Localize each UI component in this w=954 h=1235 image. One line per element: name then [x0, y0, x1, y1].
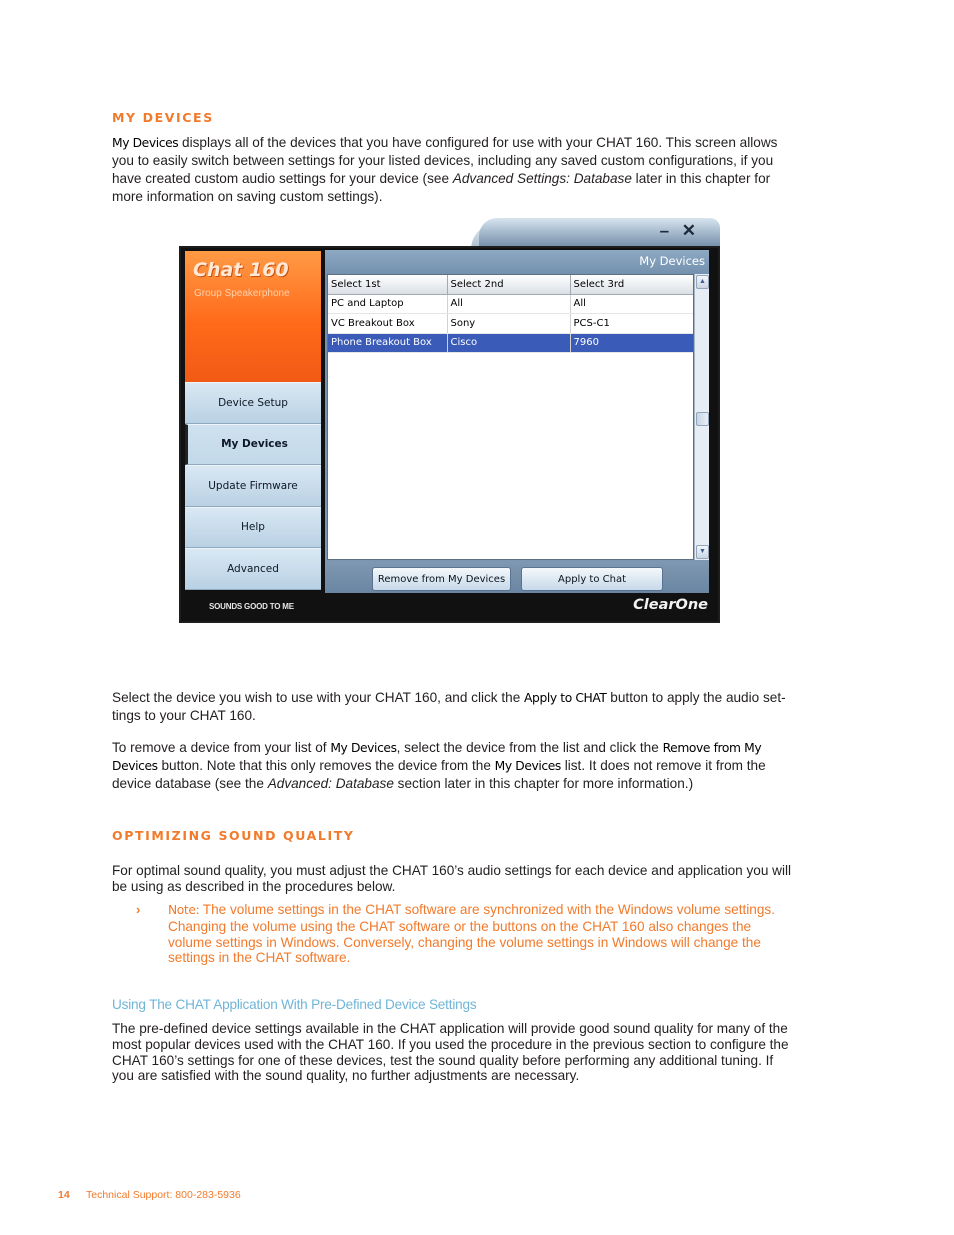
table-cell: PCS-C1 — [570, 314, 694, 334]
table-row[interactable] — [328, 294, 694, 314]
predefined-settings-paragraph: The pre-defined device settings available in the CHAT application will provide good sound quality for many of the most popular devices used with the CHAT 160. If you used the procedure in the previous section to configure the CHAT 160’s settings for one of these devices, test the sound quality before performing any additional tuning. If you are satisfied with the sound quality, no further adjustments are necessary. — [112, 1021, 789, 1084]
text-run: Select the device you wish to use with your CHAT 160, and click the — [112, 690, 525, 705]
vertical-scrollbar[interactable] — [694, 274, 709, 560]
remove-from-my-devices-button[interactable]: Remove from My Devices — [372, 567, 511, 591]
scroll-thumb[interactable] — [696, 412, 709, 426]
device-list[interactable] — [327, 274, 694, 560]
text-run: To remove a device from your list of — [112, 740, 331, 755]
subheading-predefined-settings: Using The CHAT Application With Pre-Defined Device Settings — [112, 997, 477, 1012]
remove-instructions-paragraph — [112, 739, 792, 793]
nav-menu — [185, 382, 321, 590]
text-run: displays all of the devices that you have configured for use with your CHAT 160. This screen allows you to easily switch between settings for your listed devices, including any saved custom configurations, if you have created custom audio settings for your device (see — [112, 135, 778, 186]
clearone-logo: ClearOne — [633, 597, 708, 613]
term-my-devices: My Devices — [330, 741, 397, 755]
text-run: button. Note that this only removes the device from the — [157, 758, 495, 773]
column-header[interactable]: Select 1st — [328, 275, 447, 294]
section-heading-optimizing: OPTIMIZING SOUND QUALITY — [112, 828, 355, 843]
text-run: , select the device from the list and click the — [396, 740, 663, 755]
table-header-row — [328, 275, 694, 294]
device-table — [328, 275, 694, 353]
apply-instructions-paragraph — [112, 689, 792, 725]
table-cell: VC Breakout Box — [328, 314, 447, 334]
table-cell: Phone Breakout Box — [328, 333, 447, 353]
nav-help[interactable]: Help — [185, 507, 321, 549]
table-cell: 7960 — [570, 333, 694, 353]
text-run: section later in this chapter for more information.) — [393, 776, 694, 791]
italic-reference: Advanced: Database — [267, 776, 394, 791]
note-text: The volume settings in the CHAT software are synchronized with the Windows volume settings. Changing the volume using the CHAT software or the buttons on the CHAT 160 also changes the volume settings in Windows. Conversely, changing the volume settings in Windows will change the settings in the CHAT software. — [168, 902, 775, 966]
table-cell: Sony — [447, 314, 570, 334]
term-remove-from-my-devices: Remove from My Devices — [112, 741, 762, 773]
nav-advanced[interactable]: Advanced — [185, 548, 321, 590]
chat160-app-screenshot — [179, 218, 720, 623]
brand-panel — [185, 251, 321, 382]
nav-device-setup[interactable]: Device Setup — [185, 382, 321, 424]
table-cell: PC and Laptop — [328, 294, 447, 314]
table-cell: All — [447, 294, 570, 314]
column-header[interactable]: Select 2nd — [447, 275, 570, 294]
term-my-devices: My Devices — [494, 759, 561, 773]
table-row-selected[interactable] — [328, 333, 694, 353]
optimizing-paragraph: For optimal sound quality, you must adjust the CHAT 160’s audio settings for each device and application you will be using as described in the procedures below. — [112, 863, 792, 894]
nav-my-devices[interactable]: My Devices — [185, 424, 321, 466]
italic-reference: Advanced Settings: Database — [452, 171, 632, 186]
nav-update-firmware[interactable]: Update Firmware — [185, 465, 321, 507]
text-run: button to apply the audio set-tings to your CHAT 160. — [112, 690, 786, 723]
text-run: later in this chapter for more information on saving custom settings). — [112, 171, 771, 204]
scroll-down-icon[interactable]: ▼ — [696, 545, 709, 559]
table-cell: All — [570, 294, 694, 314]
page-number: 14 — [58, 1189, 70, 1201]
my-devices-intro-paragraph — [112, 134, 792, 206]
note-paragraph — [168, 902, 793, 966]
note-label: Note: — [168, 903, 200, 917]
brand-title: Chat 160 — [193, 259, 289, 281]
panel-title: My Devices — [639, 254, 705, 268]
brand-subtitle: Group Speakerphone — [194, 288, 290, 299]
text-run: list. It does not remove it from the device database (see the — [112, 758, 766, 791]
chevron-right-icon: › — [136, 902, 141, 917]
term-my-devices: My Devices — [112, 136, 179, 150]
window-controls[interactable]: – ✕ — [659, 221, 700, 240]
section-heading-my-devices: MY DEVICES — [112, 110, 214, 125]
term-apply-to-chat: Apply to CHAT — [524, 691, 607, 705]
scroll-up-icon[interactable]: ▲ — [696, 275, 709, 289]
column-header[interactable]: Select 3rd — [570, 275, 694, 294]
apply-to-chat-button[interactable]: Apply to Chat — [521, 567, 663, 591]
table-row[interactable] — [328, 314, 694, 334]
table-cell: Cisco — [447, 333, 570, 353]
tagline: SOUNDS GOOD TO ME — [209, 602, 294, 611]
support-phone: Technical Support: 800-283-5936 — [86, 1189, 241, 1201]
